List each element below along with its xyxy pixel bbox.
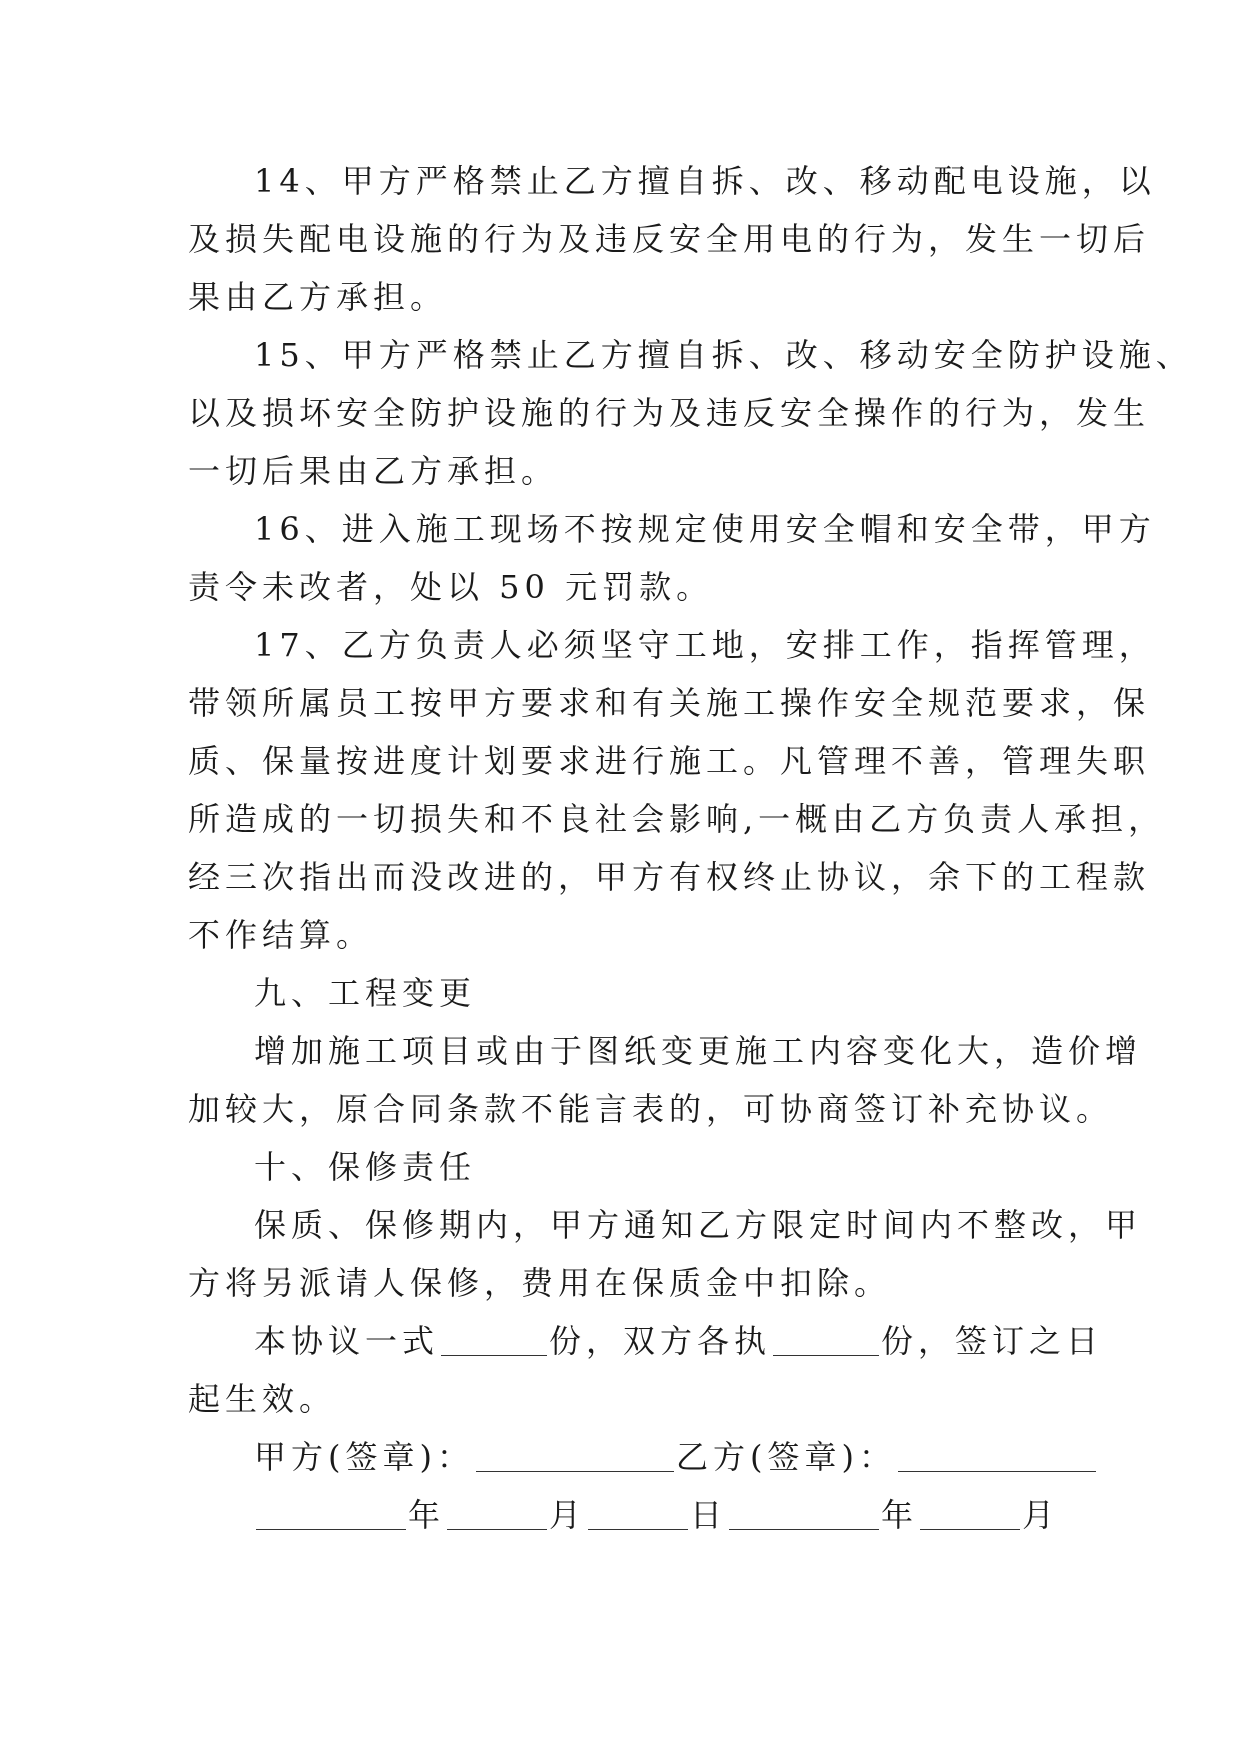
- copies-text-2: 份，双方各执: [549, 1322, 772, 1360]
- party-b-label: 乙方(签章)：: [675, 1438, 896, 1476]
- party-b-year-label: 年: [881, 1496, 919, 1534]
- clause-15-line-1: 15、甲方严格禁止乙方擅自拆、改、移动安全防护设施、: [254, 336, 1193, 374]
- copies-text-1: 本协议一式: [254, 1322, 440, 1360]
- clause-17: [188, 616, 1166, 964]
- clause-17-line-6: 不作结算。: [188, 916, 374, 954]
- copies-clause: [188, 1312, 1104, 1428]
- copies-text-3: 份，签订之日: [881, 1322, 1104, 1360]
- clause-16-line-2: 责令未改者，处以 50 元罚款。: [188, 568, 714, 606]
- date-line: [188, 1486, 1068, 1544]
- section-9-line-1: 增加施工项目或由于图纸变更施工内容变化大，造价增: [254, 1032, 1143, 1070]
- clause-17-line-1: 17、乙方负责人必须坚守工地，安排工作，指挥管理，: [254, 626, 1156, 664]
- party-b-month-label: 月: [1022, 1496, 1060, 1534]
- party-a-day-label: 日: [690, 1496, 728, 1534]
- clause-17-line-4: 所造成的一切损失和不良社会影响,一概由乙方负责人承担，: [188, 800, 1166, 838]
- party-b-year-blank[interactable]: [729, 1505, 879, 1530]
- section-9-line-2: 加较大，原合同条款不能言表的，可协商签订补充协议。: [188, 1090, 1114, 1128]
- document-body: [188, 152, 1193, 1544]
- clause-14-line-3: 果由乙方承担。: [188, 278, 448, 316]
- copies-line-1: [188, 1312, 1104, 1370]
- clause-17-line-5: 经三次指出而没改进的，甲方有权终止协议，余下的工程款: [188, 858, 1151, 896]
- section-9-heading: 九、工程变更: [254, 974, 477, 1012]
- date-block: [188, 1486, 1068, 1544]
- party-a-year-blank[interactable]: [256, 1505, 406, 1530]
- section-engineering-changes: [188, 964, 1143, 1138]
- section-10-heading: 十、保修责任: [254, 1148, 477, 1186]
- party-b-month-blank[interactable]: [920, 1505, 1020, 1530]
- clause-17-line-3: 质、保量按进度计划要求进行施工。凡管理不善，管理失职: [188, 742, 1151, 780]
- clause-14-line-1: 14、甲方严格禁止乙方擅自拆、改、移动配电设施，以: [254, 162, 1156, 200]
- clause-15: [188, 326, 1193, 500]
- party-a-month-blank[interactable]: [447, 1505, 547, 1530]
- party-b-signature-blank[interactable]: [898, 1447, 1096, 1472]
- clause-17-line-2: 带领所属员工按甲方要求和有关施工操作安全规范要求，保: [188, 684, 1151, 722]
- signature-block: [188, 1428, 1068, 1486]
- clause-15-line-2: 以及损坏安全防护设施的行为及违反安全操作的行为，发生: [188, 394, 1151, 432]
- party-a-signature-blank[interactable]: [476, 1447, 674, 1472]
- section-warranty: [188, 1138, 1143, 1312]
- copies-line-2: 起生效。: [188, 1380, 337, 1418]
- clause-14: [188, 152, 1156, 326]
- section-10-line-1: 保质、保修期内，甲方通知乙方限定时间内不整改，甲: [254, 1206, 1143, 1244]
- clause-14-line-2: 及损失配电设施的行为及违反安全用电的行为，发生一切后: [188, 220, 1151, 258]
- party-a-day-blank[interactable]: [588, 1505, 688, 1530]
- party-a-year-label: 年: [408, 1496, 446, 1534]
- clause-16-line-1: 16、进入施工现场不按规定使用安全帽和安全带，甲方: [254, 510, 1156, 548]
- copies-total-blank[interactable]: [441, 1331, 547, 1356]
- clause-16: [188, 500, 1156, 616]
- clause-15-line-3: 一切后果由乙方承担。: [188, 452, 559, 490]
- party-a-label: 甲方(签章)：: [254, 1438, 474, 1476]
- party-a-month-label: 月: [549, 1496, 587, 1534]
- section-10-line-2: 方将另派请人保修，费用在保质金中扣除。: [188, 1264, 892, 1302]
- signature-line: [188, 1428, 1068, 1486]
- copies-each-blank[interactable]: [773, 1331, 879, 1356]
